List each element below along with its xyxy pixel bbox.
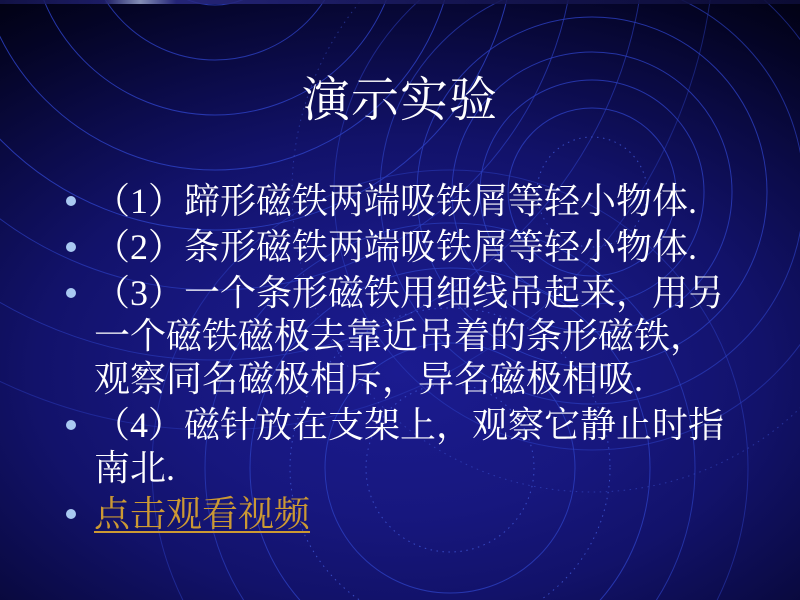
- bullet-dot-icon: [66, 196, 76, 206]
- bullet-item-3: [64, 272, 754, 401]
- slide-top-edge-highlight: [0, 0, 800, 4]
- watch-video-link[interactable]: 点击观看视频: [94, 494, 311, 534]
- bullet-dot-icon: [66, 242, 76, 252]
- bullet-dot-icon: [66, 509, 76, 519]
- bullet-item-video-link: [64, 493, 754, 536]
- bullet-dot-icon: [66, 420, 76, 430]
- bullet-text-4: （4）磁针放在支架上，观察它静止时指南北.: [94, 405, 725, 488]
- bullet-text-2: （2）条形磁铁两端吸铁屑等轻小物体.: [94, 227, 698, 267]
- bullet-text-1: （1）蹄形磁铁两端吸铁屑等轻小物体.: [94, 181, 698, 221]
- bullet-item-1: [64, 180, 754, 223]
- bullet-item-4: [64, 404, 754, 490]
- bullet-dot-icon: [66, 288, 76, 298]
- slide-title: 演示实验: [301, 74, 498, 127]
- slide-body: [64, 180, 754, 539]
- bullet-text-3: （3）一个条形磁铁用细线吊起来，用另一个磁铁磁极去靠近吊着的条形磁铁，观察同名磁极相斥，异名磁极相吸.: [94, 273, 725, 399]
- bullet-item-2: [64, 226, 754, 269]
